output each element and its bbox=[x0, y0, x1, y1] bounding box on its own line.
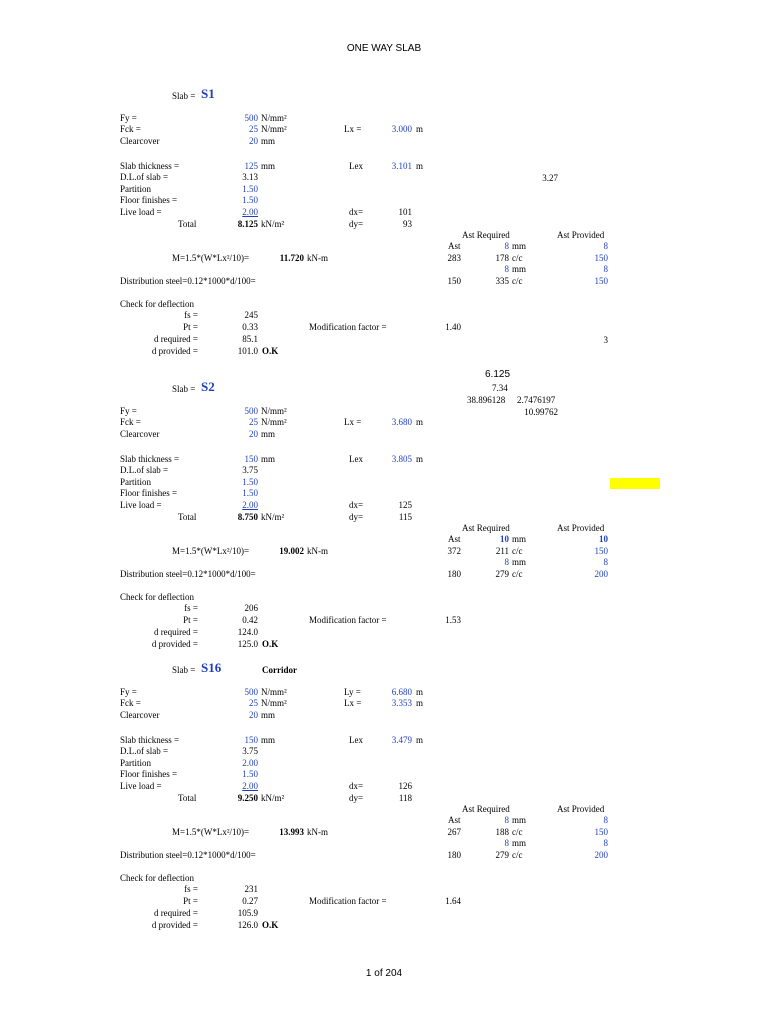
unit: c/c bbox=[512, 827, 523, 837]
fy-value: 500 bbox=[244, 687, 258, 697]
prov-bar-main: 8 bbox=[603, 815, 608, 825]
unit: kN/m² bbox=[261, 219, 285, 229]
ast-provided-header: Ast Provided bbox=[557, 230, 605, 240]
dl-value: 3.13 bbox=[242, 172, 258, 182]
d-provided-value: 101.0 bbox=[237, 346, 258, 356]
unit: m bbox=[416, 735, 424, 745]
fy-label: Fy = bbox=[120, 406, 137, 416]
lex-label: Lex bbox=[349, 161, 363, 171]
clearcover-label: Clearcover bbox=[120, 136, 160, 146]
d-required-label: d required = bbox=[153, 334, 198, 344]
ast-required-header: Ast Required bbox=[462, 523, 510, 533]
fs-label: fs = bbox=[184, 310, 198, 320]
stray-value: 3 bbox=[603, 335, 608, 345]
fck-value: 25 bbox=[249, 698, 258, 708]
unit: N/mm² bbox=[261, 687, 287, 697]
unit: c/c bbox=[512, 253, 523, 263]
unit: kN-m bbox=[307, 546, 328, 556]
partition-label: Partition bbox=[120, 758, 151, 768]
spacing-main: 188 bbox=[495, 827, 509, 837]
prov-bar-dist: 8 bbox=[603, 557, 608, 567]
deflection-heading: Check for deflection bbox=[120, 299, 194, 309]
mod-factor-value: 1.64 bbox=[445, 896, 461, 906]
pt-value: 0.33 bbox=[242, 322, 258, 332]
unit: N/mm² bbox=[261, 124, 287, 134]
slab-label: Slab = bbox=[172, 91, 196, 101]
status-ok: O.K bbox=[262, 639, 279, 649]
unit: mm bbox=[261, 454, 276, 464]
moment-label: M=1.5*(W*Lx²/10)= bbox=[172, 253, 250, 263]
spacing-dist: 279 bbox=[495, 850, 509, 860]
unit: m bbox=[416, 417, 424, 427]
fck-label: Fck = bbox=[120, 124, 141, 134]
unit: c/c bbox=[512, 546, 523, 556]
unit: kN/m² bbox=[261, 512, 285, 522]
lex-value: 3.805 bbox=[391, 454, 412, 464]
unit: mm bbox=[261, 710, 276, 720]
slab-extra: Corridor bbox=[262, 665, 297, 675]
d-provided-label: d provided = bbox=[151, 639, 198, 649]
unit: m bbox=[416, 698, 424, 708]
unit: m bbox=[416, 454, 424, 464]
unit: c/c bbox=[512, 569, 523, 579]
fy-label: Fy = bbox=[120, 687, 137, 697]
mod-factor-label: Modification factor = bbox=[309, 896, 387, 906]
clearcover-label: Clearcover bbox=[120, 710, 160, 720]
pt-label: Pt = bbox=[183, 322, 198, 332]
lex-label: Lex bbox=[349, 454, 363, 464]
stray-value: 6.125 bbox=[485, 369, 511, 380]
live-load-label: Live load = bbox=[120, 500, 162, 510]
thickness-label: Slab thickness = bbox=[120, 161, 180, 171]
dim1-value: 3.000 bbox=[391, 124, 412, 134]
dl-label: D.L.of slab = bbox=[120, 746, 169, 756]
prov-spacing-main: 150 bbox=[594, 253, 608, 263]
ast-required-header: Ast Required bbox=[462, 804, 510, 814]
live-load-label: Live load = bbox=[120, 781, 162, 791]
spacing-dist: 279 bbox=[495, 569, 509, 579]
dy-value: 93 bbox=[403, 219, 412, 229]
dy-value: 118 bbox=[398, 793, 412, 803]
dl-label: D.L.of slab = bbox=[120, 465, 169, 475]
fck-label: Fck = bbox=[120, 417, 141, 427]
moment-value: 19.002 bbox=[279, 546, 304, 556]
dim1-value: 6.680 bbox=[391, 687, 412, 697]
unit: mm bbox=[512, 838, 527, 848]
ast-label: Ast bbox=[448, 241, 461, 251]
d-provided-value: 125.0 bbox=[237, 639, 258, 649]
fy-label: Fy = bbox=[120, 113, 137, 123]
d-required-value: 105.9 bbox=[237, 908, 258, 918]
thickness-value: 150 bbox=[244, 735, 258, 745]
pt-value: 0.27 bbox=[242, 896, 258, 906]
floor-finishes-value: 1.50 bbox=[242, 488, 258, 498]
prov-spacing-dist: 200 bbox=[594, 850, 608, 860]
unit: m bbox=[416, 124, 424, 134]
prov-bar-dist: 8 bbox=[603, 264, 608, 274]
thickness-value: 150 bbox=[244, 454, 258, 464]
mod-factor-value: 1.53 bbox=[445, 615, 461, 625]
unit: mm bbox=[512, 557, 527, 567]
unit: mm bbox=[261, 161, 276, 171]
d-required-value: 124.0 bbox=[237, 627, 258, 637]
partition-value: 1.50 bbox=[242, 477, 258, 487]
dist-value: 150 bbox=[447, 276, 461, 286]
fy-value: 500 bbox=[244, 406, 258, 416]
ast-label: Ast bbox=[448, 815, 461, 825]
mod-factor-label: Modification factor = bbox=[309, 615, 387, 625]
deflection-heading: Check for deflection bbox=[120, 873, 194, 883]
unit: mm bbox=[261, 735, 276, 745]
prov-spacing-main: 150 bbox=[594, 827, 608, 837]
unit: kN-m bbox=[307, 827, 328, 837]
unit: m bbox=[416, 687, 424, 697]
bar-dist: 8 bbox=[504, 838, 509, 848]
dy-label: dy= bbox=[349, 512, 364, 522]
d-provided-label: d provided = bbox=[151, 346, 198, 356]
page-title: ONE WAY SLAB bbox=[346, 43, 422, 54]
partition-label: Partition bbox=[120, 184, 151, 194]
ast-provided-header: Ast Provided bbox=[557, 804, 605, 814]
floor-finishes-value: 1.50 bbox=[242, 769, 258, 779]
unit: mm bbox=[512, 241, 527, 251]
bar-main: 8 bbox=[504, 815, 509, 825]
prov-spacing-dist: 150 bbox=[594, 276, 608, 286]
live-load-label: Live load = bbox=[120, 207, 162, 217]
unit: c/c bbox=[512, 276, 523, 286]
partition-value: 1.50 bbox=[242, 184, 258, 194]
slab-name: S16 bbox=[201, 660, 222, 675]
distribution-label: Distribution steel=0.12*1000*d/100= bbox=[120, 850, 256, 860]
dl-label: D.L.of slab = bbox=[120, 172, 169, 182]
d-provided-value: 126.0 bbox=[237, 920, 258, 930]
spacing-main: 178 bbox=[495, 253, 509, 263]
slab-block-s16 bbox=[0, 662, 768, 952]
bar-dist: 8 bbox=[504, 557, 509, 567]
stray-value: 3.27 bbox=[542, 173, 558, 183]
floor-finishes-label: Floor finishes = bbox=[120, 195, 178, 205]
dist-value: 180 bbox=[447, 569, 461, 579]
mod-factor-value: 1.40 bbox=[445, 322, 461, 332]
slab-name: S1 bbox=[201, 86, 215, 101]
partition-label: Partition bbox=[120, 477, 151, 487]
page-number: 1 of 204 bbox=[365, 968, 403, 979]
partition-value: 2.00 bbox=[242, 758, 258, 768]
d-required-label: d required = bbox=[153, 627, 198, 637]
prov-bar-dist: 8 bbox=[603, 838, 608, 848]
pt-value: 0.42 bbox=[242, 615, 258, 625]
dl-value: 3.75 bbox=[242, 465, 258, 475]
fck-label: Fck = bbox=[120, 698, 141, 708]
total-label: Total bbox=[178, 512, 197, 522]
slab-block-s1 bbox=[0, 88, 768, 378]
bar-main: 8 bbox=[504, 241, 509, 251]
prov-spacing-dist: 200 bbox=[594, 569, 608, 579]
status-ok: O.K bbox=[262, 346, 279, 356]
distribution-label: Distribution steel=0.12*1000*d/100= bbox=[120, 569, 256, 579]
dy-label: dy= bbox=[349, 219, 364, 229]
spacing-dist: 335 bbox=[495, 276, 509, 286]
total-value: 8.750 bbox=[237, 512, 258, 522]
dx-label: dx= bbox=[349, 207, 364, 217]
d-required-label: d required = bbox=[153, 908, 198, 918]
unit: kN/m² bbox=[261, 793, 285, 803]
slab-name: S2 bbox=[201, 379, 215, 394]
lex-label: Lex bbox=[349, 735, 363, 745]
total-label: Total bbox=[178, 219, 197, 229]
ast-label: Ast bbox=[448, 534, 461, 544]
dim1-label: Lx = bbox=[344, 417, 362, 427]
clearcover-value: 20 bbox=[249, 136, 258, 146]
unit: mm bbox=[512, 815, 527, 825]
moment-value: 11.720 bbox=[279, 253, 304, 263]
live-load-value: 2.00 bbox=[242, 500, 258, 510]
lex-value: 3.479 bbox=[391, 735, 412, 745]
unit: kN-m bbox=[307, 253, 328, 263]
fs-value: 206 bbox=[244, 603, 258, 613]
d-required-value: 85.1 bbox=[242, 334, 258, 344]
floor-finishes-label: Floor finishes = bbox=[120, 769, 178, 779]
floor-finishes-value: 1.50 bbox=[242, 195, 258, 205]
d-provided-label: d provided = bbox=[151, 920, 198, 930]
live-load-value: 2.00 bbox=[242, 781, 258, 791]
unit: N/mm² bbox=[261, 417, 287, 427]
prov-bar-main: 8 bbox=[603, 241, 608, 251]
bar-dist: 8 bbox=[504, 264, 509, 274]
prov-spacing-main: 150 bbox=[594, 546, 608, 556]
ast-value: 267 bbox=[447, 827, 461, 837]
dx-value: 126 bbox=[398, 781, 412, 791]
fck-value: 25 bbox=[249, 124, 258, 134]
dim1-label: Ly = bbox=[344, 687, 361, 697]
pt-label: Pt = bbox=[183, 615, 198, 625]
moment-label: M=1.5*(W*Lx²/10)= bbox=[172, 827, 250, 837]
pt-label: Pt = bbox=[183, 896, 198, 906]
unit: N/mm² bbox=[261, 113, 287, 123]
fy-value: 500 bbox=[244, 113, 258, 123]
stray-value: 38.896128 bbox=[467, 395, 506, 405]
floor-finishes-label: Floor finishes = bbox=[120, 488, 178, 498]
bar-main: 10 bbox=[500, 534, 509, 544]
dx-label: dx= bbox=[349, 781, 364, 791]
dim2-value: 3.353 bbox=[391, 698, 412, 708]
fs-label: fs = bbox=[184, 603, 198, 613]
status-ok: O.K bbox=[262, 920, 279, 930]
dy-label: dy= bbox=[349, 793, 364, 803]
mod-factor-label: Modification factor = bbox=[309, 322, 387, 332]
unit: mm bbox=[261, 136, 276, 146]
slab-label: Slab = bbox=[172, 384, 196, 394]
lex-value: 3.101 bbox=[391, 161, 412, 171]
stray-value: 10.99762 bbox=[524, 407, 558, 417]
dim1-value: 3.680 bbox=[391, 417, 412, 427]
fs-value: 231 bbox=[244, 884, 258, 894]
thickness-label: Slab thickness = bbox=[120, 454, 180, 464]
dim1-label: Lx = bbox=[344, 124, 362, 134]
stray-value: 2.7476197 bbox=[517, 395, 556, 405]
moment-label: M=1.5*(W*Lx²/10)= bbox=[172, 546, 250, 556]
slab-block-s2 bbox=[0, 379, 768, 675]
dx-value: 125 bbox=[398, 500, 412, 510]
unit: N/mm² bbox=[261, 406, 287, 416]
ast-required-header: Ast Required bbox=[462, 230, 510, 240]
dim2-label: Lx = bbox=[344, 698, 362, 708]
dy-value: 115 bbox=[398, 512, 412, 522]
unit: c/c bbox=[512, 850, 523, 860]
dx-value: 101 bbox=[398, 207, 412, 217]
deflection-heading: Check for deflection bbox=[120, 592, 194, 602]
fck-value: 25 bbox=[249, 417, 258, 427]
spacing-main: 211 bbox=[495, 546, 509, 556]
ast-provided-header: Ast Provided bbox=[557, 523, 605, 533]
dx-label: dx= bbox=[349, 500, 364, 510]
ast-value: 372 bbox=[447, 546, 461, 556]
fs-value: 245 bbox=[244, 310, 258, 320]
unit: mm bbox=[512, 264, 527, 274]
dl-value: 3.75 bbox=[242, 746, 258, 756]
unit: N/mm² bbox=[261, 698, 287, 708]
stray-value: 7.34 bbox=[492, 383, 508, 393]
thickness-label: Slab thickness = bbox=[120, 735, 180, 745]
prov-bar-main: 10 bbox=[599, 534, 608, 544]
live-load-value: 2.00 bbox=[242, 207, 258, 217]
fs-label: fs = bbox=[184, 884, 198, 894]
slab-label: Slab = bbox=[172, 665, 196, 675]
distribution-label: Distribution steel=0.12*1000*d/100= bbox=[120, 276, 256, 286]
total-label: Total bbox=[178, 793, 197, 803]
unit: mm bbox=[512, 534, 527, 544]
clearcover-value: 20 bbox=[249, 710, 258, 720]
total-value: 9.250 bbox=[237, 793, 258, 803]
total-value: 8.125 bbox=[237, 219, 258, 229]
clearcover-label: Clearcover bbox=[120, 429, 160, 439]
unit: mm bbox=[261, 429, 276, 439]
dist-value: 180 bbox=[447, 850, 461, 860]
moment-value: 13.993 bbox=[279, 827, 304, 837]
clearcover-value: 20 bbox=[249, 429, 258, 439]
ast-value: 283 bbox=[447, 253, 461, 263]
unit: m bbox=[416, 161, 424, 171]
thickness-value: 125 bbox=[244, 161, 258, 171]
